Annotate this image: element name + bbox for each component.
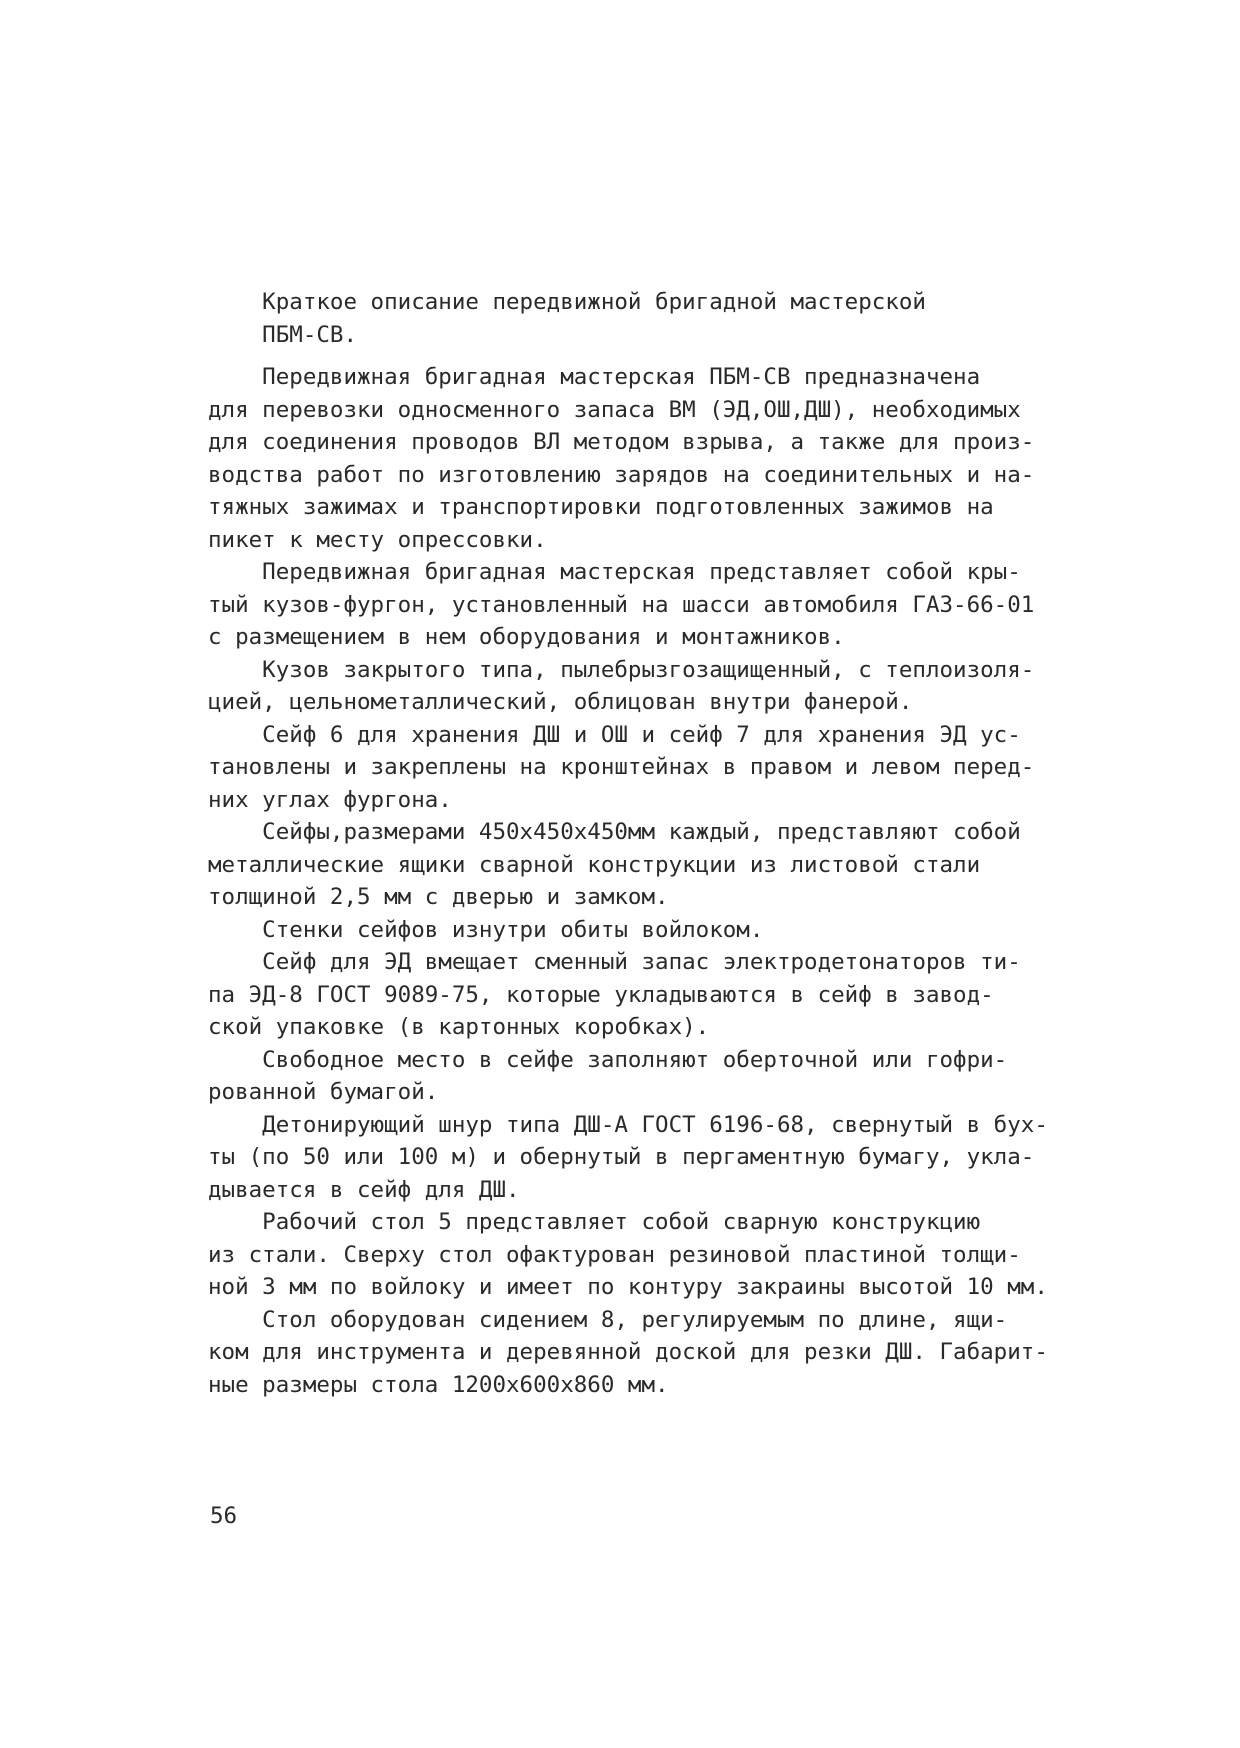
heading-line: Краткое описание передвижной бригадной мастерской: [208, 289, 926, 315]
paragraph-ed-safe: [208, 946, 1058, 1044]
text-line: пикет к месту опрессовки.: [208, 526, 547, 553]
text-line: ной 3 мм по войлоку и имеет по контуру закраины высотой 10 мм.: [208, 1274, 1048, 1300]
text-line: тый кузов-фургон, установленный на шасси автомобиля ГАЗ-66-01: [208, 591, 1035, 618]
heading: [208, 286, 1058, 351]
text-line: Сейф 6 для хранения ДШ и ОШ и сейф 7 для хранения ЭД ус-: [208, 721, 1021, 748]
paragraph-safes-dimensions: [208, 816, 1058, 914]
text-line: ные размеры стола 1200х600х860 мм.: [208, 1371, 669, 1398]
text-line: для перевозки односменного запаса ВМ (ЭД,ОШ,ДШ), необходимых: [208, 396, 1021, 423]
text-line: ком для инструмента и деревянной доской для резки ДШ. Габарит-: [208, 1339, 1048, 1365]
text-line: Передвижная бригадная мастерская ПБМ-СВ предназначена: [208, 364, 981, 390]
text-line: Свободное место в сейфе заполняют оберточной или гофри-: [208, 1046, 1008, 1073]
paragraph-safes-lining: [208, 914, 1058, 947]
text-line: ской упаковке (в картонных коробках).: [208, 1014, 710, 1040]
text-line: Детонирующий шнур типа ДШ-А ГОСТ 6196-68, свернутый в бух-: [208, 1111, 1048, 1138]
paragraph-body-type: [208, 654, 1058, 719]
text-line: рованной бумагой.: [208, 1079, 439, 1105]
text-line: с размещением в нем оборудования и монтажников.: [208, 624, 845, 650]
text-line: Передвижная бригадная мастерская представляет собой кры-: [208, 559, 1021, 585]
paragraph-free-space: [208, 1044, 1058, 1109]
paragraph-purpose: [208, 361, 1058, 556]
text-line: тяжных зажимах и транспортировки подготовленных зажимов на: [208, 494, 994, 520]
paragraph-detonating-cord: [208, 1109, 1058, 1207]
text-line: Стенки сейфов изнутри обиты войлоком.: [208, 916, 764, 943]
text-line: для соединения проводов ВЛ методом взрыва, а также для произ-: [208, 429, 1035, 455]
text-line: толщиной 2,5 мм с дверью и замком.: [208, 884, 669, 910]
text-line: ты (по 50 или 100 м) и обернутый в пергаментную бумагу, укла-: [208, 1144, 1035, 1170]
text-line: па ЭД-8 ГОСТ 9089-75, которые укладываются в сейф в завод-: [208, 981, 994, 1008]
paragraph-body-description: [208, 556, 1058, 654]
text-line: металлические ящики сварной конструкции из листовой стали: [208, 851, 981, 878]
text-line: водства работ по изготовлению зарядов на соединительных и на-: [208, 461, 1035, 488]
page-number: 56: [210, 1503, 238, 1529]
body-text: [208, 286, 1058, 1401]
paragraph-work-table: [208, 1206, 1058, 1304]
text-line: Сейф для ЭД вмещает сменный запас электродетонаторов ти-: [208, 949, 1021, 975]
text-line: них углах фургона.: [208, 786, 452, 813]
text-line: тановлены и закреплены на кронштейнах в правом и левом перед-: [208, 754, 1035, 780]
text-line: цией, цельнометаллический, облицован внутри фанерой.: [208, 689, 913, 715]
paragraph-table-equipment: [208, 1304, 1058, 1402]
text-line: Стол оборудован сидением 8, регулируемым по длине, ящи-: [208, 1306, 1008, 1333]
text-line: дывается в сейф для ДШ.: [208, 1176, 520, 1203]
paragraph-safes-placement: [208, 719, 1058, 817]
heading-line: ПБМ-СВ.: [208, 321, 358, 348]
text-line: Сейфы,размерами 450х450х450мм каждый, представляют собой: [208, 819, 1021, 845]
text-line: Рабочий стол 5 представляет собой сварную конструкцию: [208, 1209, 981, 1235]
text-line: из стали. Сверху стол офактурован резиновой пластиной толщи-: [208, 1241, 1021, 1268]
text-line: Кузов закрытого типа, пылебрызгозащищенный, с теплоизоля-: [208, 656, 1035, 683]
